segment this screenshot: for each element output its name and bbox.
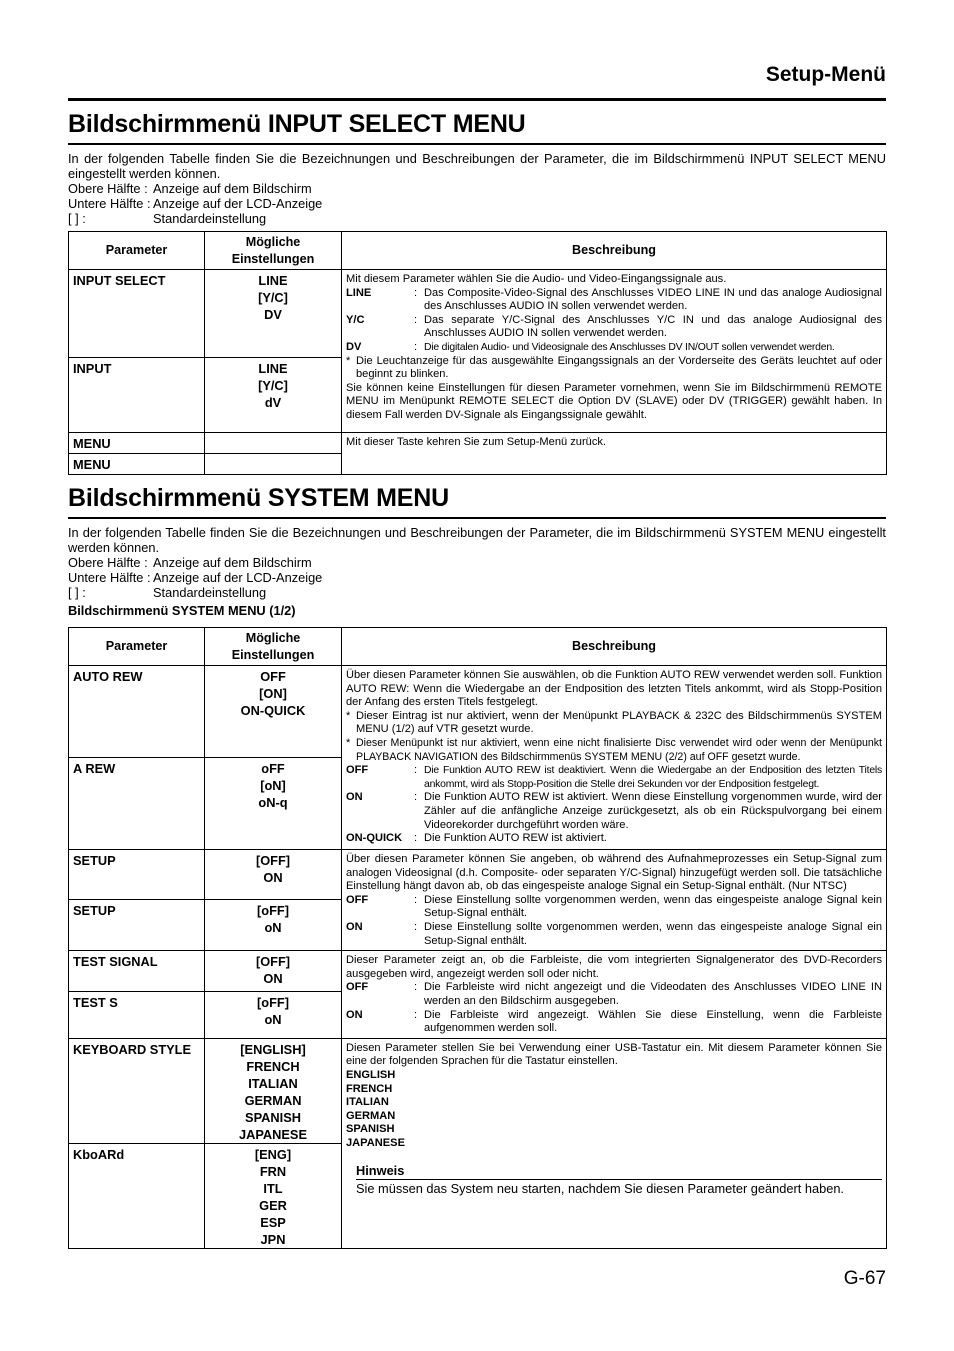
setting-value: oN [264, 920, 282, 936]
legend-key: Untere Hälfte : [68, 196, 151, 211]
table-row [69, 666, 887, 758]
desc-option: Y/C : Das separate Y/C-Signal des Anschlusses Y/C IN und das analoge Audiosignal des Anschlusses AUDIO IN sollen verwendet werden. [346, 313, 882, 340]
col-header-parameter: Parameter [69, 628, 205, 666]
legend-value: Standardeinstellung [153, 211, 267, 226]
note-title: Hinweis [356, 1164, 882, 1180]
option-text: Das Composite-Video-Signal des Anschlusses VIDEO LINE IN und das analoge Audiosignal des Anschlusses AUDIO IN sollen verwendet werden. [424, 286, 882, 313]
setting-value: LINE [258, 273, 288, 288]
legend-row [68, 570, 886, 585]
legend-key: Untere Hälfte : [68, 570, 151, 585]
table-header-row [69, 232, 887, 270]
setting-value: [oFF] [257, 903, 289, 919]
col-header-parameter: Parameter [69, 232, 205, 270]
settings-cell [205, 1038, 342, 1143]
legend-value: Anzeige auf dem Bildschirm [153, 555, 312, 570]
setting-value: DV [264, 307, 282, 322]
setting-value: JAPANESE [238, 1126, 308, 1142]
settings-cell [205, 270, 342, 358]
section1-intro-text: In der folgenden Tabelle finden Sie die Bezeichnungen und Beschreibungen der Parameter, die im Bildschirmmenü INPUT SELECT MENU eingestellt werden können. [68, 151, 886, 181]
desc-option: ON : Diese Einstellung sollte vorgenommen werden, wenn das eingespeiste analoge Signal ein Setup-Signal enthält. [346, 920, 882, 947]
description-cell [342, 270, 887, 433]
setting-value: FRENCH [246, 1058, 300, 1074]
col-header-settings: Mögliche Einstellungen [205, 232, 342, 270]
settings-cell [205, 951, 342, 992]
input-select-table [68, 231, 887, 475]
section2-title: Bildschirmmenü SYSTEM MENU [68, 484, 449, 512]
desc-intro: Mit dieser Taste kehren Sie zum Setup-Menü zurück. [346, 436, 606, 448]
setting-value: [OFF] [255, 853, 291, 868]
language-option: FRENCH [346, 1082, 393, 1095]
option-key: OFF [346, 981, 369, 994]
section1-rule [68, 143, 886, 145]
desc-intro: Über diesen Parameter können Sie angeben, ob während des Aufnahmeprozesses ein Setup-Signal zum analogen Videosignal (d.h. Composite- oder separaten Y/C-Signal) hinzugefügt werden soll. Die tatsächliche Einstellung hängt davon ab, ob das eingespeiste analoge Signal ein Setup-Signal enthält. (Nur NTSC) [346, 853, 882, 893]
option-key: ON-QUICK [346, 832, 403, 845]
section1-title: Bildschirmmenü INPUT SELECT MENU [68, 110, 526, 138]
legend-row [68, 585, 886, 600]
option-key: ON [346, 920, 363, 933]
desc-option: OFF : Die Farbleiste wird nicht angezeigt und die Videodaten des Anschlusses VIDEO LINE IN werden an den Bildschirm ausgegeben. [346, 981, 882, 1007]
description-cell [342, 951, 887, 1039]
desc-footnote: * Dieser Menüpunkt ist nur aktiviert, wenn eine nicht finalisierte Disc verwendet wird oder wenn der Menüpunkt PLAYBACK NAVIGATION des Bildschirmmenüs SYSTEM MENU (2/2) auf OFF gesetzt wurde. [346, 736, 882, 763]
param-cell: A REW [69, 758, 205, 850]
setting-value: LINE [258, 361, 288, 376]
description-cell [342, 1038, 887, 1248]
setting-value: SPANISH [245, 1109, 301, 1125]
setting-value: OFF [260, 669, 286, 684]
settings-cell [205, 850, 342, 900]
legend-row [68, 555, 886, 570]
setting-value: oN [264, 1012, 282, 1028]
legend-value: Anzeige auf der LCD-Anzeige [153, 196, 323, 211]
setting-value: [Y/C] [258, 378, 288, 393]
option-key: ON [346, 791, 363, 804]
option-text: Die digitalen Audio- und Videosignale des Anschlusses DV IN/OUT sollen verwendet werden. [424, 341, 835, 353]
param-cell: INPUT [69, 358, 205, 433]
language-option: SPANISH [346, 1123, 395, 1136]
description-cell [342, 850, 887, 951]
header-title: Setup-Menü [765, 63, 886, 86]
table-row [69, 850, 887, 900]
legend-value: Anzeige auf dem Bildschirm [153, 181, 312, 196]
setting-value: [oN] [260, 778, 286, 793]
desc-intro: Mit diesem Parameter wählen Sie die Audio- und Video-Eingangssignale aus. [346, 273, 727, 285]
table-row [69, 433, 887, 454]
settings-cell [205, 1143, 342, 1248]
param-cell: TEST S [69, 992, 205, 1038]
setting-value: ESP [260, 1214, 286, 1230]
setting-value: [OFF] [255, 954, 291, 970]
setting-value: [ENG] [254, 1146, 292, 1162]
option-text: Die Farbleiste wird angezeigt. Wählen Sie diese Einstellung, wenn die Farbleiste aufgenommen werden soll. [424, 1008, 882, 1035]
option-key: LINE [346, 286, 372, 299]
desc-option: OFF : Diese Einstellung sollte vorgenommen werden, wenn das eingespeiste analoge Signal kein Setup-Signal enthält. [346, 893, 882, 920]
param-cell: SETUP [69, 900, 205, 951]
option-key: OFF [346, 764, 369, 777]
setting-value: [ENGLISH] [240, 1041, 306, 1057]
setting-value: dV [264, 395, 282, 410]
section1-intro [68, 151, 886, 226]
option-text: Die Funktion AUTO REW ist aktiviert. [424, 832, 607, 845]
param-cell: TEST SIGNAL [69, 951, 205, 992]
footnote-text: Dieser Eintrag ist nur aktiviert, wenn der Menüpunkt PLAYBACK & 232C des Bildschirmmenüs SYSTEM MENU (1/2) auf VTR gesetzt wurde. [356, 709, 882, 736]
option-text: Die Funktion AUTO REW ist aktiviert. Wenn diese Einstellung vorgenommen wurde, wird der Zähler auf die anfängliche Anzeige zurückgesetzt, als ob ein Rückspulvorgang bei einem Videorekorder durchgeführt worden wäre. [424, 791, 882, 831]
desc-outro: Sie können keine Einstellungen für diesen Parameter vornehmen, wenn Sie im Bildschirmmenü REMOTE MENU im Menüpunkt REMOTE SELECT die Option DV (SLAVE) oder DV (TRIGGER) gewählt haben. In diesem Fall werden DV-Signale als Eingangssignale gewählt. [346, 381, 882, 421]
setting-value: ON [263, 870, 283, 885]
param-cell: MENU [69, 454, 205, 475]
desc-option: OFF : Die Funktion AUTO REW ist deaktiviert. Wenn die Wiedergabe an der Endposition des letzten Titels ankommt, wird als Stopp-Position die Stelle drei Sekunden vor der Endposition festgelegt. [346, 764, 882, 790]
legend-key: [ ] : [68, 211, 86, 226]
settings-cell [205, 666, 342, 758]
setting-value: GER [259, 1197, 287, 1213]
col-header-description: Beschreibung [342, 232, 887, 270]
desc-footnote: * Dieser Eintrag ist nur aktiviert, wenn der Menüpunkt PLAYBACK & 232C des Bildschirmmenüs SYSTEM MENU (1/2) auf VTR gesetzt wurde. [346, 709, 882, 736]
option-key: Y/C [346, 313, 365, 326]
setting-value: ITL [263, 1180, 283, 1196]
legend-key: [ ] : [68, 585, 86, 600]
legend-key: Obere Hälfte : [68, 181, 148, 196]
legend-value: Standardeinstellung [153, 585, 267, 600]
col-header-settings: Mögliche Einstellungen [205, 628, 342, 666]
settings-cell [205, 433, 342, 454]
system-menu-table [68, 627, 887, 1249]
desc-intro: Diesen Parameter stellen Sie bei Verwendung einer USB-Tastatur ein. Mit diesem Parameter können Sie eine der folgenden Sprachen für die Tastatur einstellen. [346, 1041, 882, 1068]
legend-row [68, 211, 886, 226]
setting-value: [oFF] [257, 995, 289, 1011]
description-cell [342, 666, 887, 850]
param-cell: KEYBOARD STYLE [69, 1038, 205, 1143]
table-row [69, 1038, 887, 1143]
legend-key: Obere Hälfte : [68, 555, 148, 570]
table-row [69, 951, 887, 992]
option-text: Diese Einstellung sollte vorgenommen werden, wenn das eingespeiste analoge Signal kein Setup-Signal enthält. [424, 893, 882, 920]
header-rule [68, 98, 886, 101]
settings-cell [205, 454, 342, 475]
param-cell: KboARd [69, 1143, 205, 1248]
note-box [356, 1164, 882, 1195]
param-cell: SETUP [69, 850, 205, 900]
param-cell: INPUT SELECT [69, 270, 205, 358]
footnote-text: Die Leuchtanzeige für das ausgewählte Eingangssignals an der Vorderseite des Geräts leuchtet auf oder beginnt zu blinken. [356, 354, 882, 381]
footnote-text: Dieser Menüpunkt ist nur aktiviert, wenn eine nicht finalisierte Disc verwendet wird oder wenn der Menüpunkt PLAYBACK NAVIGATION des Bildschirmmenüs SYSTEM MENU (2/2) auf OFF gesetzt wurde. [356, 736, 882, 763]
language-option: ENGLISH [346, 1068, 396, 1081]
setting-value: ON-QUICK [240, 703, 306, 718]
setting-value: FRN [259, 1163, 287, 1179]
setting-value: [ON] [259, 686, 287, 701]
param-cell: MENU [69, 433, 205, 454]
desc-intro: Über diesen Parameter können Sie auswählen, ob die Funktion AUTO REW verwendet werden soll. Funktion AUTO REW: Wenn die Wiedergabe an der Endposition des letzten Titels ankommt, wird als Stopp-Position der Anfang des ersten Titels festgelegt. [346, 669, 882, 709]
option-key: ON [346, 1008, 363, 1021]
setting-value: [Y/C] [258, 290, 288, 305]
desc-option: ON-QUICK : Die Funktion AUTO REW ist aktiviert. [346, 832, 882, 846]
section2-intro-text: In der folgenden Tabelle finden Sie die Bezeichnungen und Beschreibungen der Parameter, die im Bildschirmmenü SYSTEM MENU eingestellt werden können. [68, 525, 886, 555]
table-caption: Bildschirmmenü SYSTEM MENU (1/2) [68, 603, 296, 618]
legend-row [68, 196, 886, 211]
option-text: Diese Einstellung sollte vorgenommen werden, wenn das eingespeiste analoge Signal ein Setup-Signal enthält. [424, 920, 882, 947]
language-option: JAPANESE [346, 1136, 405, 1149]
setting-value: ON [263, 971, 283, 987]
desc-intro: Dieser Parameter zeigt an, ob die Farbleiste, die vom integrierten Signalgenerator des DVD-Recorders ausgegeben wird, angezeigt werden soll oder nicht. [346, 954, 882, 980]
option-key: OFF [346, 893, 369, 906]
setting-value: JPN [260, 1231, 286, 1247]
description-cell [342, 433, 887, 475]
table-header-row [69, 628, 887, 666]
desc-footnote: * Die Leuchtanzeige für das ausgewählte Eingangssignals an der Vorderseite des Geräts leuchtet auf oder beginnt zu blinken. [346, 354, 882, 381]
desc-option: ON : Die Funktion AUTO REW ist aktiviert. Wenn diese Einstellung vorgenommen wurde, wird der Zähler auf die anfängliche Anzeige zurückgesetzt, als ob ein Rückspulvorgang bei einem Videorekorder durchgeführt worden wäre. [346, 791, 882, 831]
section2-intro [68, 525, 886, 600]
language-option: GERMAN [346, 1109, 396, 1122]
setting-value: GERMAN [244, 1092, 302, 1108]
setting-value: oFF [261, 761, 285, 776]
desc-option: DV : Die digitalen Audio- und Videosignale des Anschlusses DV IN/OUT sollen verwendet werden. [346, 341, 882, 355]
option-text: Die Funktion AUTO REW ist deaktiviert. Wenn die Wiedergabe an der Endposition des letzten Titels ankommt, wird als Stopp-Position die Stelle drei Sekunden vor der Endposition festgelegt. [424, 765, 882, 790]
setting-value: oN-q [258, 795, 288, 810]
settings-cell [205, 992, 342, 1038]
option-text: Die Farbleiste wird nicht angezeigt und die Videodaten des Anschlusses VIDEO LINE IN werden an den Bildschirm ausgegeben. [424, 981, 882, 1007]
param-cell: AUTO REW [69, 666, 205, 758]
legend-value: Anzeige auf der LCD-Anzeige [153, 570, 323, 585]
settings-cell [205, 758, 342, 850]
setting-value: ITALIAN [248, 1075, 298, 1091]
col-header-description: Beschreibung [342, 628, 887, 666]
section2-rule [68, 517, 886, 519]
note-text: Sie müssen das System neu starten, nachdem Sie diesen Parameter geändert haben. [356, 1181, 844, 1197]
page-number: G-67 [843, 1268, 886, 1289]
option-key: DV [346, 340, 362, 353]
settings-cell [205, 358, 342, 433]
desc-option: LINE : Das Composite-Video-Signal des Anschlusses VIDEO LINE IN und das analoge Audiosignal des Anschlusses AUDIO IN sollen verwendet werden. [346, 286, 882, 313]
desc-option: ON : Die Farbleiste wird angezeigt. Wählen Sie diese Einstellung, wenn die Farbleiste aufgenommen werden soll. [346, 1008, 882, 1035]
table-row [69, 270, 887, 358]
settings-cell [205, 900, 342, 951]
legend-row [68, 181, 886, 196]
option-text: Das separate Y/C-Signal des Anschlusses Y/C IN und das analoge Audiosignal des Anschlusses AUDIO IN sollen verwendet werden. [424, 313, 882, 340]
language-option: ITALIAN [346, 1096, 389, 1109]
